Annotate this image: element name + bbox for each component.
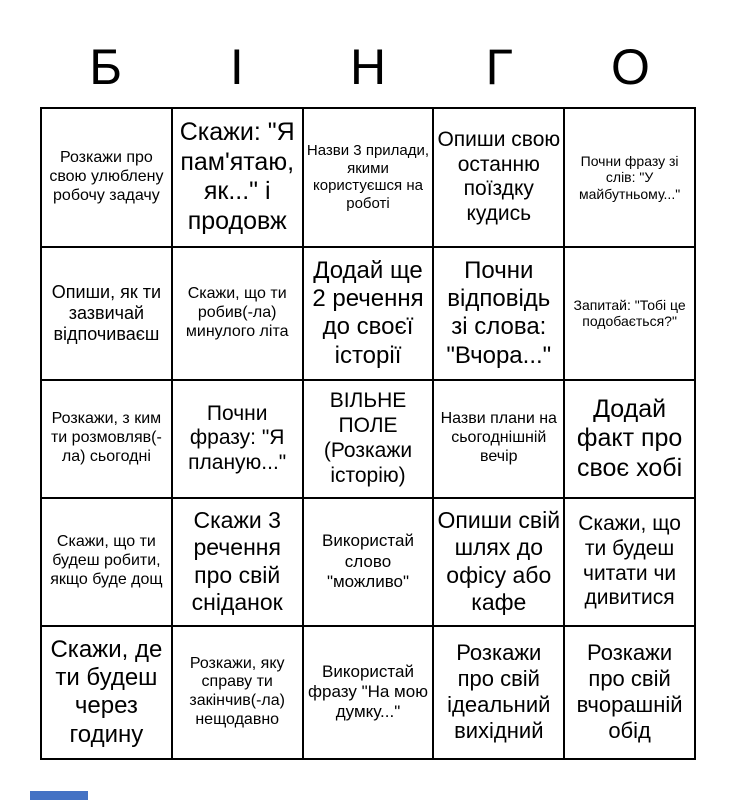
bingo-cell-r3c4[interactable]: Назви плани на сьогоднішній вечір (433, 380, 564, 498)
title-letter-n: Н (349, 39, 387, 95)
bingo-cell-r2c4[interactable]: Почни відповідь зі слова: "Вчора..." (433, 247, 564, 380)
bingo-cell-r1c5[interactable]: Почни фразу зі слів: "У майбутньому..." (564, 108, 695, 247)
bingo-cell-r3c5[interactable]: Додай факт про своє хобі (564, 380, 695, 498)
bingo-cell-r2c1[interactable]: Опиши, як ти зазвичай відпочиваєш (41, 247, 172, 380)
bingo-cell-r1c3[interactable]: Назви 3 прилади, якими користуєшся на роботі (303, 108, 434, 247)
bingo-cell-r4c1[interactable]: Скажи, що ти будеш робити, якщо буде дощ (41, 498, 172, 626)
bingo-cell-r2c5[interactable]: Запитай: "Тобі це подобається?" (564, 247, 695, 380)
bingo-cell-r5c2[interactable]: Розкажи, яку справу ти закінчив(-ла) нещодавно (172, 626, 303, 759)
title-letter-o: О (610, 39, 650, 95)
bingo-row-3 (41, 380, 695, 498)
bingo-cell-r3c2[interactable]: Почни фразу: "Я планую..." (172, 380, 303, 498)
bingo-cell-r1c2[interactable]: Скажи: "Я пам'ятаю, як..." і продовж (172, 108, 303, 247)
bingo-cell-r2c3[interactable]: Додай ще 2 речення до своєї історії (303, 247, 434, 380)
bingo-cell-r2c2[interactable]: Скажи, що ти робив(-ла) минулого літа (172, 247, 303, 380)
bingo-cell-r4c3[interactable]: Використай слово "можливо" (303, 498, 434, 626)
bingo-cell-r1c4[interactable]: Опиши свою останню поїздку кудись (433, 108, 564, 247)
bingo-cell-r5c3[interactable]: Використай фразу "На мою думку..." (303, 626, 434, 759)
bingo-row-5 (41, 626, 695, 759)
partial-blue-bar (30, 791, 88, 800)
bingo-row-4 (41, 498, 695, 626)
bingo-cell-r3c1[interactable]: Розкажи, з ким ти розмовляв(-ла) сьогодні (41, 380, 172, 498)
bingo-grid (40, 107, 696, 760)
bingo-cell-r4c4[interactable]: Опиши свій шлях до офісу або кафе (433, 498, 564, 626)
bingo-cell-r5c4[interactable]: Розкажи про свій ідеальний вихідний (433, 626, 564, 759)
page-title (40, 39, 696, 95)
bingo-cell-r4c5[interactable]: Скажи, що ти будеш читати чи дивитися (564, 498, 695, 626)
bingo-cell-r1c1[interactable]: Розкажи про свою улюблену робочу задачу (41, 108, 172, 247)
bingo-cell-r5c1[interactable]: Скажи, де ти будеш через годину (41, 626, 172, 759)
bingo-cell-r4c2[interactable]: Скажи 3 речення про свій сніданок (172, 498, 303, 626)
title-letter-g: Г (485, 39, 513, 95)
bingo-row-2 (41, 247, 695, 380)
bingo-cell-r3c3-free-space[interactable]: ВІЛЬНЕ ПОЛЕ (Розкажи історію) (303, 380, 434, 498)
title-letter-b: Б (89, 39, 122, 95)
bingo-row-1 (41, 108, 695, 247)
bingo-cell-r5c5[interactable]: Розкажи про свій вчорашній обід (564, 626, 695, 759)
title-letter-i: І (229, 39, 244, 95)
